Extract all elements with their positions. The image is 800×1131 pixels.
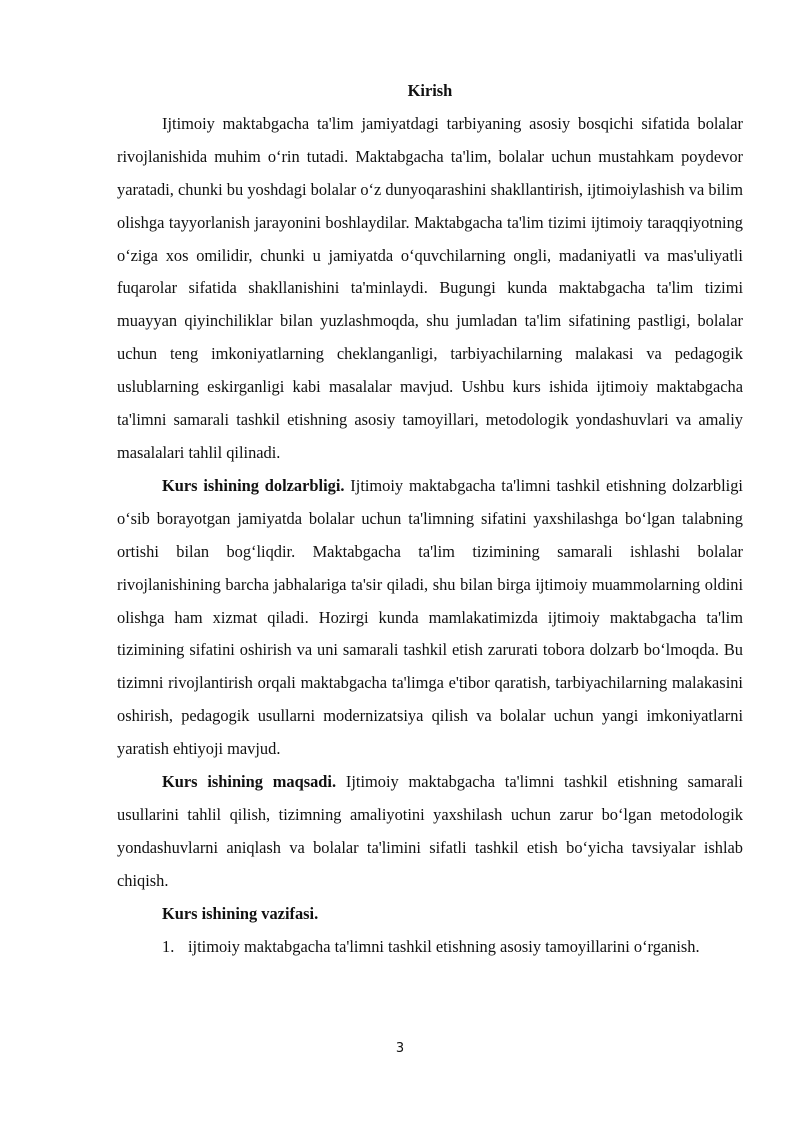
goal-paragraph [117, 766, 743, 898]
goal-label: Kurs ishining maqsadi. [162, 772, 337, 792]
intro-paragraph: Ijtimoiy maktabgacha ta'lim jamiyatdagi tarbiyaning asosiy bosqichi sifatida bolalar rivojlanishida muhim o‘rin tutadi. Maktabgacha ta'lim, bolalar uchun mustahkam poydevor yaratadi, chunki bu yoshdagi bolalar o‘z dunyoqarashini shakllantirish, ijtimoiylashish va bilim olishga tayyorlanish jarayonini boshlaydilar. Maktabgacha ta'lim tizimi ijtimoiy taraqqiyotning o‘ziga xos omilidir, chunki u jamiyatda o‘quvchilarning ongli, madaniyatli va mas'uliyatli fuqarolar sifatida shakllanishini ta'minlaydi. Bugungi kunda maktabgacha ta'lim tizimi muayyan qiyinchiliklar bilan yuzlashmoqda, shu jumladan ta'lim sifatining pastligi, bolalar uchun teng imkoniyatlarning cheklanganligi, tarbiyachilarning malakasi va pedagogik uslublarning eskirganligi kabi masalalar mavjud. Ushbu kurs ishida ijtimoiy maktabgacha ta'limni samarali tashkil etishning asosiy tamoyillari, metodologik yondashuvlari va amaliy masalalari tahlil qilinadi. [117, 113, 743, 462]
section-title: Kirish [407, 81, 453, 100]
relevance-paragraph [117, 470, 743, 766]
tasks-heading: Kurs ishining vazifasi. [162, 903, 319, 923]
page-number: 3 [395, 1041, 405, 1056]
page-content [117, 75, 743, 963]
relevance-text: Ijtimoiy maktabgacha ta'limni tashkil etishning dolzarbligi o‘sib borayotgan jamiyatda bolalar uchun ta'limning sifatini yaxshilashga bo‘lgan talabning ortishi bilan bog‘liqdir. Maktabgacha ta'lim tizimining samarali ishlashi bolalar rivojlanishining barcha jabhalariga ta'sir qiladi, shu bilan birga ijtimoiy muammolarning oldini olishga ham xizmat qiladi. Hozirgi kunda mamlakatimizda ijtimoiy maktabgacha ta'lim tizimining sifatini oshirish va uni samarali tashkil etish zarurati tobora dolzarb bo‘lmoqda. Bu tizimni rivojlantirish orqali maktabgacha ta'limga e'tibor qaratish, tarbiyachilarning malakasini oshirish, pedagogik usullarni modernizatsiya qilish va bolalar uchun yangi imkoniyatlarni yaratish ehtiyoji mavjud. [117, 475, 743, 759]
tasks-list [117, 931, 743, 964]
list-item [117, 931, 743, 964]
list-item-number: 1. [162, 936, 175, 956]
goal-text: Ijtimoiy maktabgacha ta'limni tashkil etishning samarali usullarini tahlil qilish, tizimning amaliyotini yaxshilash uchun zarur bo‘lgan metodologik yondashuvlarni aniqlash va bolalar ta'limini sifatli tashkil etish bo‘yicha tavsiyalar ishlab chiqish. [117, 772, 743, 890]
list-item-text: ijtimoiy maktabgacha ta'limni tashkil etishning asosiy tamoyillarini o‘rganish. [188, 936, 700, 956]
relevance-label: Kurs ishining dolzarbligi. [162, 475, 345, 495]
